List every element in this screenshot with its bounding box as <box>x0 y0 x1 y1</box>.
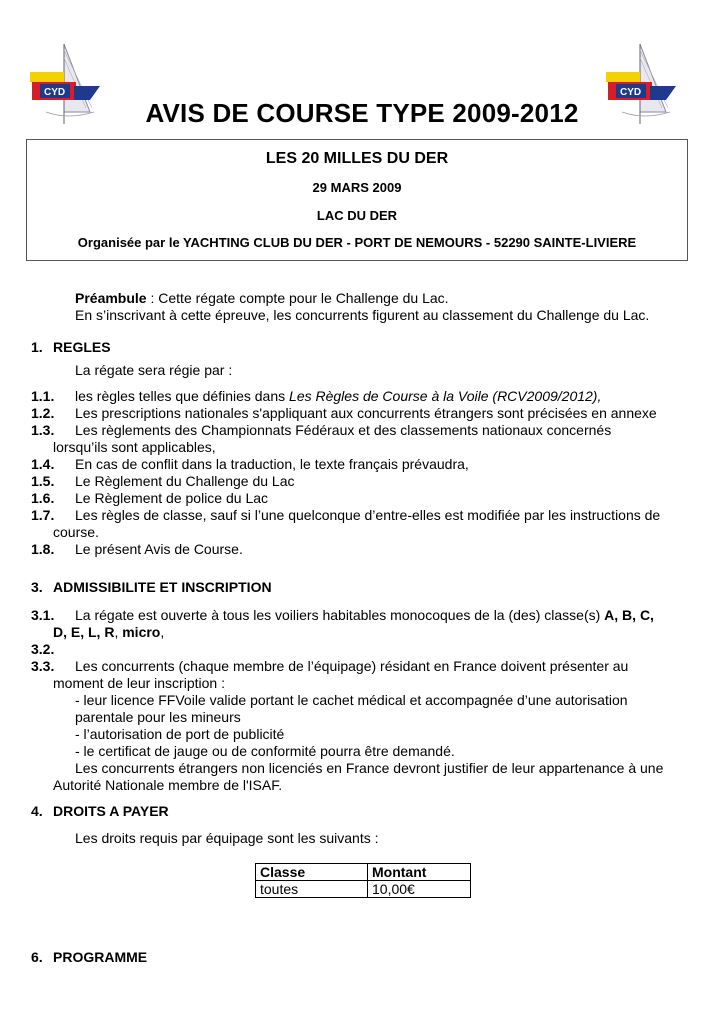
rule-1-2-text: Les prescriptions nationales s'appliquant aux concurrents étrangers sont précisées en annexe <box>75 405 657 421</box>
rule-3-1-number: 3.1. <box>31 607 55 623</box>
document-title: AVIS DE COURSE TYPE 2009-2012 <box>145 98 579 128</box>
fees-cell-class: toutes <box>256 881 368 898</box>
rule-1-8-number: 1.8. <box>31 541 55 557</box>
rule-3-3-bullet-certificate: - le certificat de jauge ou de conformité pourra être demandé. <box>75 743 455 759</box>
rule-3-3-bullet-licence: - leur licence FFVoile valide portant le cachet médical et accompagnée d’une autorisation <box>75 692 628 708</box>
rule-3-3-bullet-licence-cont: parentale pour les mineurs <box>75 709 241 725</box>
rule-3-3-line-2: moment de leur inscription : <box>53 675 225 691</box>
event-header-box <box>26 139 688 261</box>
section-4-number: 4. <box>31 803 43 819</box>
svg-text:CYD: CYD <box>44 87 66 98</box>
rule-3-1-continuation: D, E, L, R, micro, <box>53 624 165 640</box>
section-3-title: ADMISSIBILITE ET INSCRIPTION <box>53 579 272 595</box>
section-4-intro: Les droits requis par équipage sont les suivants : <box>75 830 379 846</box>
rule-1-3-continuation: lorsqu’ils sont applicables, <box>53 439 216 455</box>
rule-1-1-text: les règles telles que définies dans Les Règles de Course à la Voile (RCV2009/2012), <box>75 388 602 404</box>
section-1-title: REGLES <box>53 339 111 355</box>
rule-3-3-bullet-advertising: - l’autorisation de port de publicité <box>75 726 285 742</box>
rule-3-3-number: 3.3. <box>31 658 55 674</box>
section-6-number: 6. <box>31 949 43 965</box>
rule-1-3-number: 1.3. <box>31 422 55 438</box>
rule-1-6-text: Le Règlement de police du Lac <box>75 490 269 506</box>
preamble-text: : Cette régate compte pour le Challenge du Lac. <box>146 290 449 306</box>
fees-header-class: Classe <box>256 864 368 881</box>
rule-1-3-text: Les règlements des Championnats Fédéraux et des classements nationaux concernés <box>75 422 612 438</box>
rule-1-4-number: 1.4. <box>31 456 55 472</box>
section-1-intro: La régate sera régie par : <box>75 362 233 378</box>
event-date: 29 MARS 2009 <box>312 180 402 195</box>
rule-3-3-line-1: Les concurrents (chaque membre de l’équipage) résidant en France doivent présenter au <box>75 658 629 674</box>
section-1-number: 1. <box>31 339 43 355</box>
fees-table <box>255 863 471 898</box>
rule-1-8-text: Le présent Avis de Course. <box>75 541 243 557</box>
fees-table-header-row <box>256 864 471 881</box>
rule-1-5-number: 1.5. <box>31 473 55 489</box>
rule-3-3-foreign-line-1: Les concurrents étrangers non licenciés en France devront justifier de leur appartenance à une <box>75 760 664 776</box>
section-3-number: 3. <box>31 579 43 595</box>
rcv-reference: Les Règles de Course à la Voile (RCV2009/2012), <box>289 388 602 404</box>
event-place: LAC DU DER <box>316 208 398 223</box>
fees-cell-amount: 10,00€ <box>368 881 471 898</box>
event-name: LES 20 MILLES DU DER <box>265 150 449 167</box>
section-6-title: PROGRAMME <box>53 949 148 965</box>
preamble-line-2: En s’inscrivant à cette épreuve, les concurrents figurent au classement du Challenge du Lac. <box>75 307 650 323</box>
preamble-label: Préambule <box>75 290 147 306</box>
rule-1-7-text: Les règles de classe, sauf si l’une quelconque d’entre-elles est modifiée par les instructions de <box>75 507 661 523</box>
table-row <box>256 881 471 898</box>
rule-3-1-text: La régate est ouverte à tous les voiliers habitables monocoques de la (des) classe(s) A, B, C, <box>75 607 654 623</box>
rule-1-7-continuation: course. <box>53 524 99 540</box>
section-4-title: DROITS A PAYER <box>53 803 169 819</box>
rule-1-4-text: En cas de conflit dans la traduction, le texte français prévaudra, <box>75 456 469 472</box>
rule-1-5-text: Le Règlement du Challenge du Lac <box>75 473 295 489</box>
fees-header-amount: Montant <box>368 864 471 881</box>
svg-text:CYD: CYD <box>620 87 642 98</box>
rule-1-1-number: 1.1. <box>31 388 55 404</box>
rule-3-2-number: 3.2. <box>31 641 55 657</box>
event-organizer: Organisée par le YACHTING CLUB DU DER - PORT DE NEMOURS - 52290 SAINTE-LIVIERE <box>77 235 637 250</box>
rule-1-7-number: 1.7. <box>31 507 55 523</box>
rule-1-6-number: 1.6. <box>31 490 55 506</box>
rule-3-3-foreign-line-2: Autorité Nationale membre de l'ISAF. <box>53 777 283 793</box>
preamble-line-1 <box>75 290 449 307</box>
rule-1-2-number: 1.2. <box>31 405 55 421</box>
